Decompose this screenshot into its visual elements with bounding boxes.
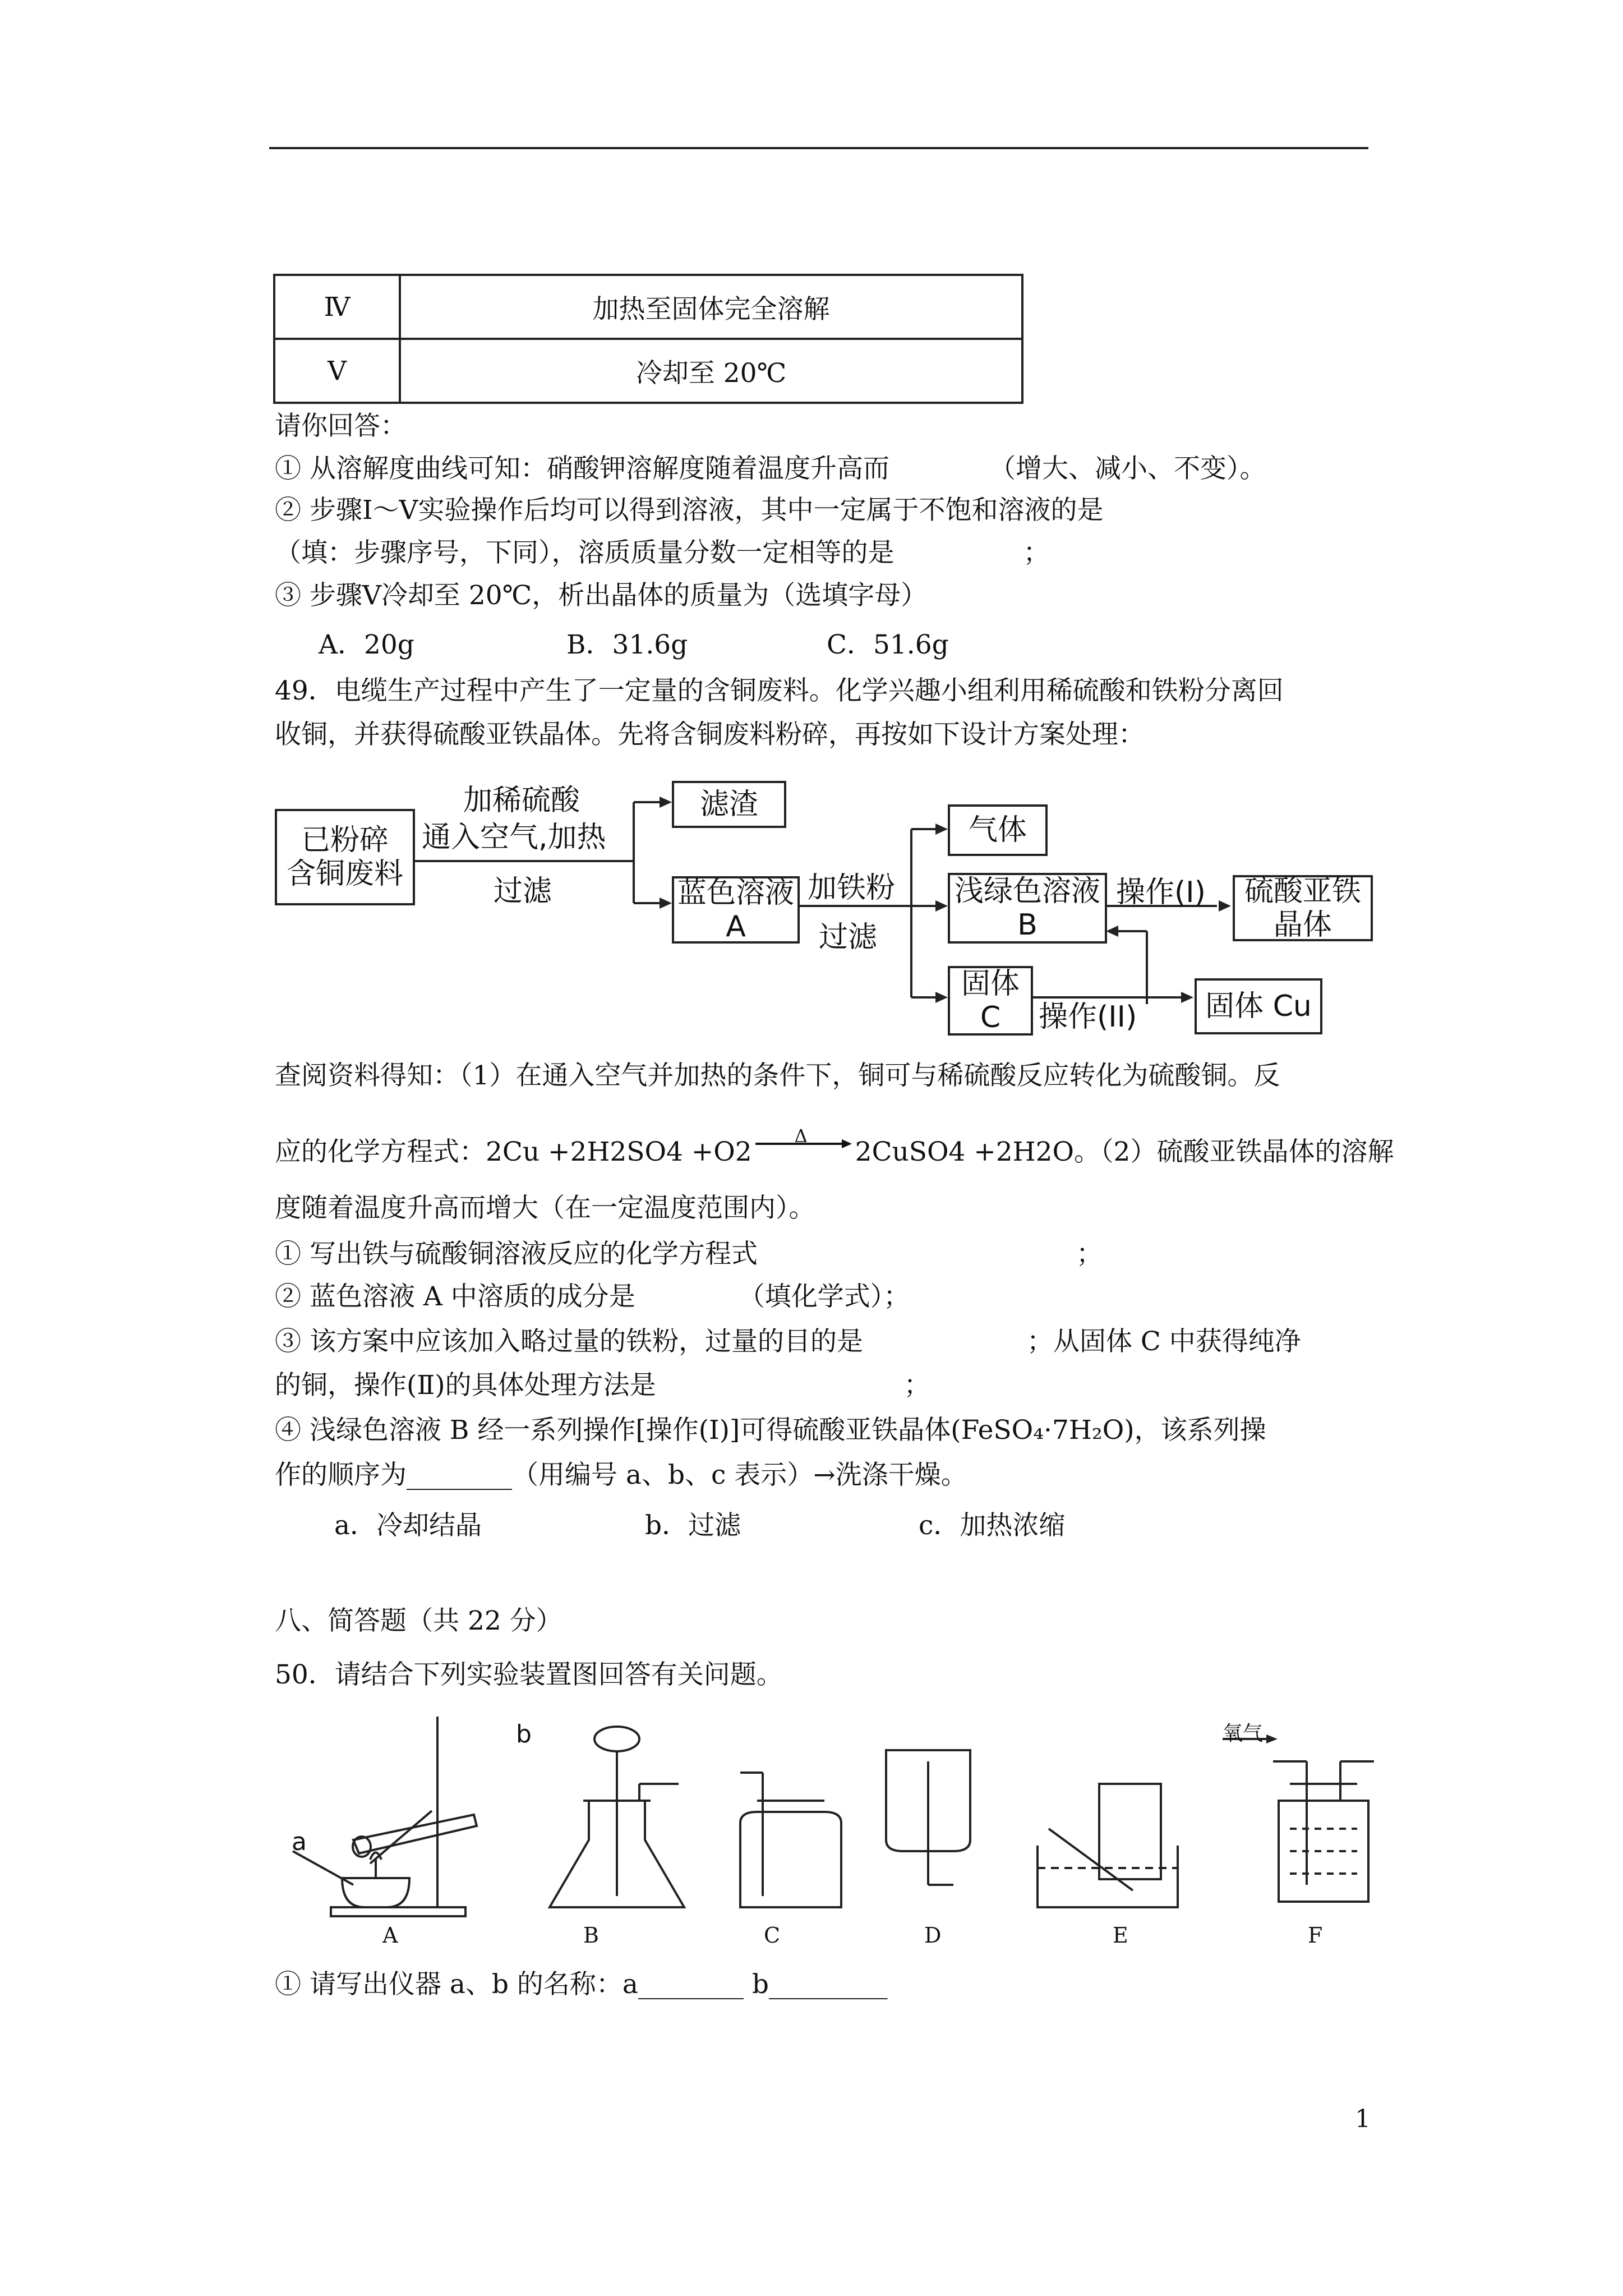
q49-equation-left: 应的化学方程式：2Cu +2H2SO4 +O2 <box>275 1137 752 1167</box>
q49-item2-text: ② 蓝色溶液 A 中溶质的成分是 <box>275 1281 635 1312</box>
q49-item1 <box>275 1237 1103 1271</box>
flow-box-start <box>275 809 415 905</box>
flow-op2-label: 操作(II) <box>1039 1000 1137 1034</box>
q49-ref-line3: 度随着温度升高而增大（在一定温度范围内）。 <box>275 1193 815 1223</box>
apparatus-label: F <box>1308 1923 1323 1948</box>
q49-option-c: c．加热浓缩 <box>919 1510 1066 1541</box>
arrow-icon <box>755 1138 852 1149</box>
reaction-arrow <box>752 1125 855 1161</box>
flow-step1-top1: 加稀硫酸 <box>463 784 580 817</box>
flow-arrows <box>0 0 1623 1066</box>
apparatus-e <box>1038 1784 1178 1907</box>
step-number: Ⅳ <box>274 275 400 339</box>
section-heading: 八、简答题（共 22 分） <box>275 1605 562 1636</box>
flow-box-gas-label: 气体 <box>968 813 1027 847</box>
flow-box-product <box>1233 875 1373 941</box>
oxygen-label: 氧气 <box>1223 1722 1264 1745</box>
q49-item4-line2: 作的顺序为________（用编号 a、b、c 表示）→洗涤干燥。 <box>275 1460 967 1490</box>
flow-box-residue <box>672 781 786 828</box>
flow-box-product-line2: 晶体 <box>1273 908 1332 942</box>
flow-box-product-line1: 硫酸亚铁 <box>1244 875 1361 908</box>
apparatus-a <box>293 1717 477 1916</box>
step-action: 冷却至 20℃ <box>400 339 1022 403</box>
apparatus-label: B <box>583 1923 599 1948</box>
q49-item2 <box>275 1280 910 1314</box>
q49-ref-line2 <box>275 1125 1394 1169</box>
q49-equation-right: 2CuSO4 +2H2O。（2）硫酸亚铁晶体的溶解 <box>855 1137 1394 1167</box>
flow-step1-bottom: 过滤 <box>494 875 552 908</box>
q49-item4-line1: ④ 浅绿色溶液 B 经一系列操作[操作(Ⅰ)]可得硫酸亚铁晶体(FeSO₄·7H₂O)，该系列操 <box>275 1415 1266 1446</box>
q49-item1-end: ； <box>1076 1239 1103 1269</box>
apparatus-figure <box>269 1717 1413 1930</box>
apparatus-label: E <box>1113 1923 1128 1948</box>
q49-intro-line1: 49．电缆生产过程中产生了一定量的含铜废料。化学兴趣小组利用稀硫酸和铁粉分离回 <box>275 675 1284 706</box>
flow-box-solid-line1: 固体 <box>961 967 1020 1001</box>
apparatus-d <box>886 1750 970 1885</box>
q48-option-b: B．31.6g <box>566 629 688 660</box>
flow-step2-top: 加铁粉 <box>808 871 896 905</box>
flow-box-residue-label: 滤渣 <box>699 788 758 821</box>
q50-item1: ① 请写出仪器 a、b 的名称：a________ b_________ <box>275 1969 888 2000</box>
flow-box-blue-solution <box>672 876 800 944</box>
q49-ref-line1: 查阅资料得知：（1）在通入空气并加热的条件下，铜可与稀硫酸反应转化为硫酸铜。反 <box>275 1060 1280 1091</box>
flow-box-green-solution <box>948 873 1107 944</box>
flow-box-start-line2: 含铜废料 <box>286 857 403 891</box>
q48-item2-text: （填：步骤序号，下同），溶质质量分数一定相等的是 <box>275 537 895 568</box>
mark-a: a <box>292 1828 307 1856</box>
flow-box-copper-label: 固体 Cu <box>1205 990 1312 1023</box>
flow-box-green-line1: 浅绿色溶液 <box>954 875 1100 908</box>
q48-option-c: C．51.6g <box>827 629 949 660</box>
q48-option-a: A．20g <box>319 629 414 660</box>
apparatus-label: D <box>924 1923 942 1948</box>
apparatus-label: C <box>764 1923 781 1948</box>
apparatus-f <box>1223 1739 1374 1902</box>
q48-item2-line1: ② 步骤Ⅰ～Ⅴ实验操作后均可以得到溶液，其中一定属于不饱和溶液的是 <box>275 495 1104 526</box>
flow-step2-bottom: 过滤 <box>819 921 878 954</box>
q48-prompt: 请你回答： <box>275 411 407 441</box>
mark-b: b <box>516 1720 532 1749</box>
flow-step1-top2: 通入空气,加热 <box>422 821 606 854</box>
apparatus-label: A <box>382 1923 398 1948</box>
flow-box-green-line2: B <box>1017 908 1038 942</box>
q49-item2-end: （填化学式）； <box>738 1281 910 1312</box>
apparatus-c <box>740 1773 841 1907</box>
flow-box-solid-line2: C <box>980 1001 1001 1034</box>
q49-item3-line2 <box>275 1369 930 1402</box>
q49-intro-line2: 收铜，并获得硫酸亚铁晶体。先将含铜废料粉碎，再按如下设计方案处理： <box>275 719 1145 750</box>
q48-item2-end: ； <box>1023 537 1050 568</box>
q48-item1-options: （增大、减小、不变）。 <box>989 453 1266 484</box>
flow-box-start-line1: 已粉碎 <box>301 823 389 857</box>
q49-item3-mid: ；从固体 C 中获得纯净 <box>1026 1326 1301 1357</box>
q49-item1-text: ① 写出铁与硫酸铜溶液反应的化学方程式 <box>275 1239 758 1269</box>
q49-option-a: a．冷却结晶 <box>334 1510 482 1541</box>
flow-box-blue-line2: A <box>726 910 746 944</box>
q48-item3: ③ 步骤Ⅴ冷却至 20℃，析出晶体的质量为（选填字母） <box>275 580 928 611</box>
q49-item3-text2: 的铜，操作(Ⅱ)的具体处理方法是 <box>275 1370 656 1401</box>
step-action: 加热至固体完全溶解 <box>400 275 1022 339</box>
apparatus-b <box>550 1727 684 1907</box>
q49-item3-end: ； <box>903 1370 930 1401</box>
flow-box-blue-line1: 蓝色溶液 <box>677 876 794 910</box>
q48-item1-text: ① 从溶解度曲线可知：硝酸钾溶解度随着温度升高而 <box>275 453 889 484</box>
q49-option-b: b．过滤 <box>645 1510 741 1541</box>
heat-symbol: Δ <box>794 1125 808 1147</box>
q50-intro: 50．请结合下列实验装置图回答有关问题。 <box>275 1659 783 1690</box>
flow-box-gas <box>948 804 1048 856</box>
q49-item3-text: ③ 该方案中应该加入略过量的铁粉，过量的目的是 <box>275 1326 863 1357</box>
flow-box-solid-c <box>948 966 1033 1036</box>
flow-op1-label: 操作(I) <box>1116 876 1206 909</box>
page-number: 1 <box>1355 2105 1371 2133</box>
q49-item3-line1 <box>275 1325 1301 1359</box>
step-number: Ⅴ <box>274 339 400 403</box>
flow-box-copper <box>1195 978 1322 1034</box>
